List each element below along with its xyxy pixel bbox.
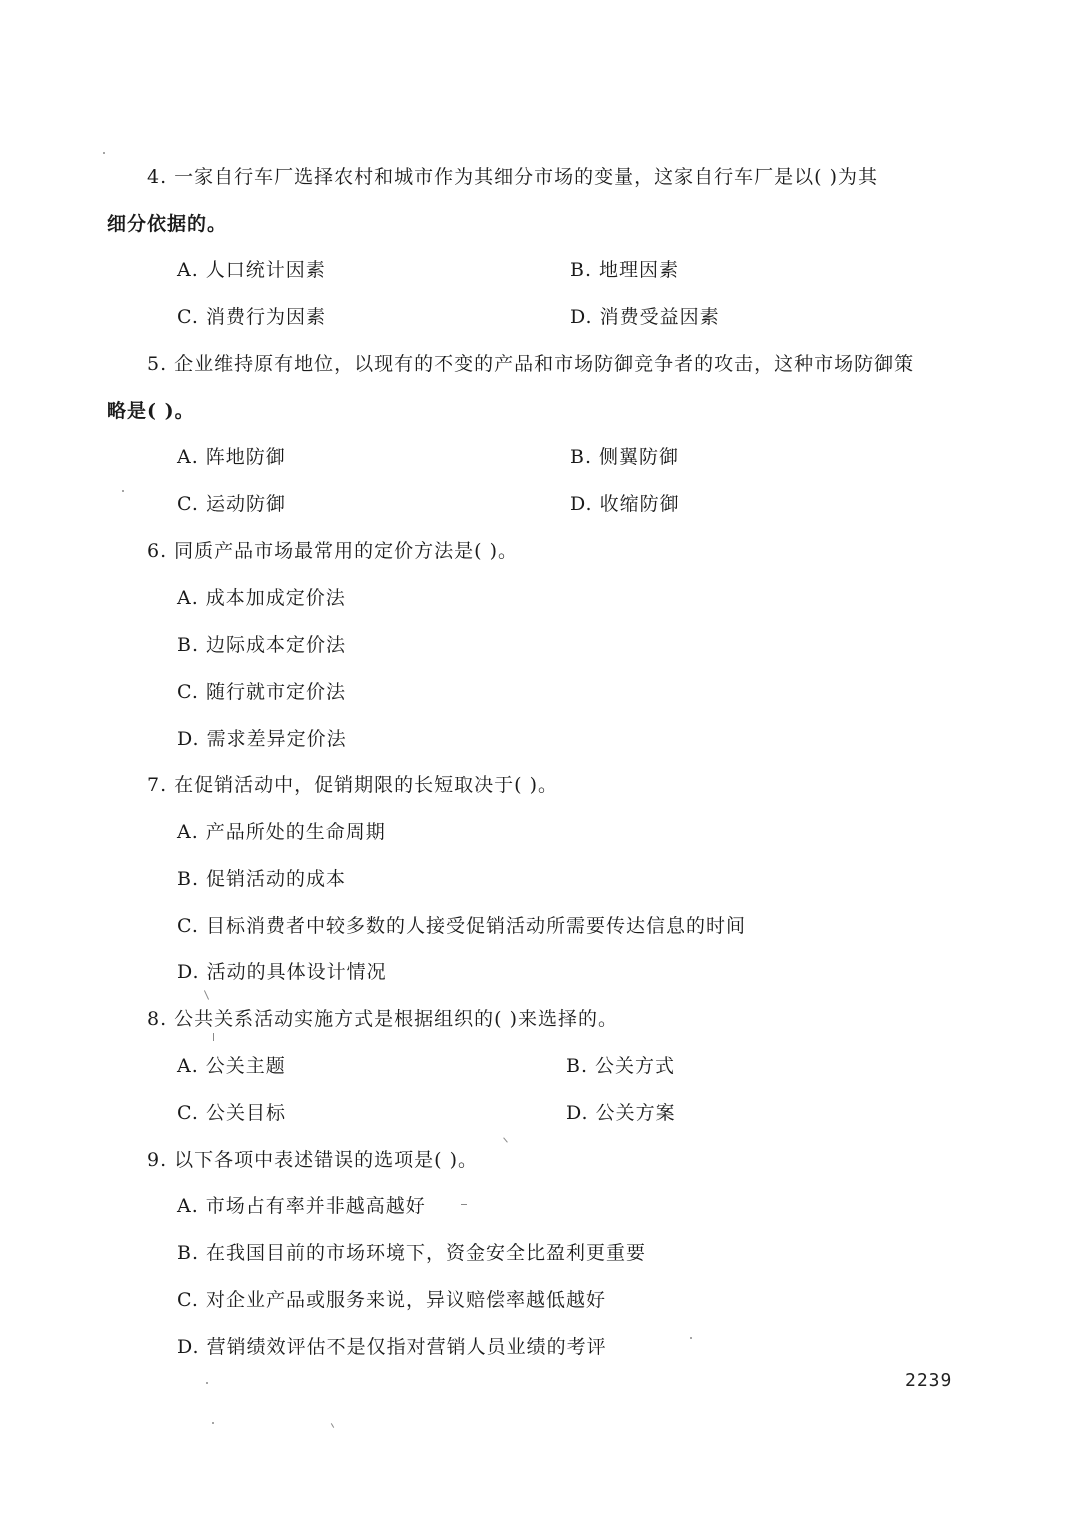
question-7-option-b: B. 促销活动的成本 — [177, 868, 347, 890]
scan-speck — [122, 490, 124, 492]
question-9-option-b: B. 在我国目前的市场环境下，资金安全比盈利更重要 — [177, 1242, 647, 1264]
question-4-option-b: B. 地理因素 — [570, 259, 680, 281]
question-8-option-d: D. 公关方案 — [566, 1102, 676, 1124]
question-8-option-c: C. 公关目标 — [177, 1102, 286, 1124]
question-8-option-a: A. 公关主题 — [177, 1055, 286, 1077]
question-5-option-b: B. 侧翼防御 — [570, 446, 680, 468]
question-7-option-c: C. 目标消费者中较多数的人接受促销活动所需要传达信息的时间 — [177, 915, 746, 937]
scan-speck — [461, 1204, 467, 1205]
page-number: 2239 — [905, 1370, 953, 1391]
question-8-option-b: B. 公关方式 — [566, 1055, 676, 1077]
question-6-option-d: D. 需求差异定价法 — [177, 728, 347, 750]
question-5-stem: 5. 企业维持原有地位，以现有的不变的产品和市场防御竞争者的攻击，这种市场防御策 — [147, 353, 915, 375]
question-6-option-a: A. 成本加成定价法 — [177, 587, 346, 609]
question-6-stem: 6. 同质产品市场最常用的定价方法是( )。 — [147, 540, 519, 562]
question-4-stem-continuation: 细分依据的。 — [107, 213, 228, 235]
question-6-option-b: B. 边际成本定价法 — [177, 634, 347, 656]
scan-speck — [331, 1423, 334, 1428]
question-5-option-c: C. 运动防御 — [177, 493, 286, 515]
question-9-option-d: D. 营销绩效评估不是仅指对营销人员业绩的考评 — [177, 1336, 607, 1358]
question-7-option-d: D. 活动的具体设计情况 — [177, 961, 387, 983]
scan-speck — [503, 1137, 508, 1142]
question-7-option-a: A. 产品所处的生命周期 — [177, 821, 386, 843]
question-4-stem: 4. 一家自行车厂选择农村和城市作为其细分市场的变量，这家自行车厂是以( )为其 — [147, 166, 879, 188]
question-5-option-a: A. 阵地防御 — [177, 446, 286, 468]
question-9-option-c: C. 对企业产品或服务来说，异议赔偿率越低越好 — [177, 1289, 606, 1311]
scan-speck — [690, 1337, 692, 1339]
question-5-stem-continuation: 略是( )。 — [107, 400, 195, 422]
question-7-stem: 7. 在促销活动中，促销期限的长短取决于( )。 — [147, 774, 559, 796]
scan-speck — [204, 990, 209, 999]
question-4-option-a: A. 人口统计因素 — [177, 259, 326, 281]
question-9-option-a: A. 市场占有率并非越高越好 — [177, 1195, 426, 1217]
question-9-stem: 9. 以下各项中表述错误的选项是( )。 — [147, 1149, 479, 1171]
scan-speck — [212, 1422, 214, 1424]
question-5-option-d: D. 收缩防御 — [570, 493, 680, 515]
scan-speck — [213, 1033, 214, 1041]
scan-speck — [206, 1382, 208, 1384]
question-8-stem: 8. 公共关系活动实施方式是根据组织的( )来选择的。 — [147, 1008, 619, 1030]
question-6-option-c: C. 随行就市定价法 — [177, 681, 346, 703]
question-4-option-c: C. 消费行为因素 — [177, 306, 326, 328]
scan-speck — [103, 152, 105, 154]
question-4-option-d: D. 消费受益因素 — [570, 306, 720, 328]
